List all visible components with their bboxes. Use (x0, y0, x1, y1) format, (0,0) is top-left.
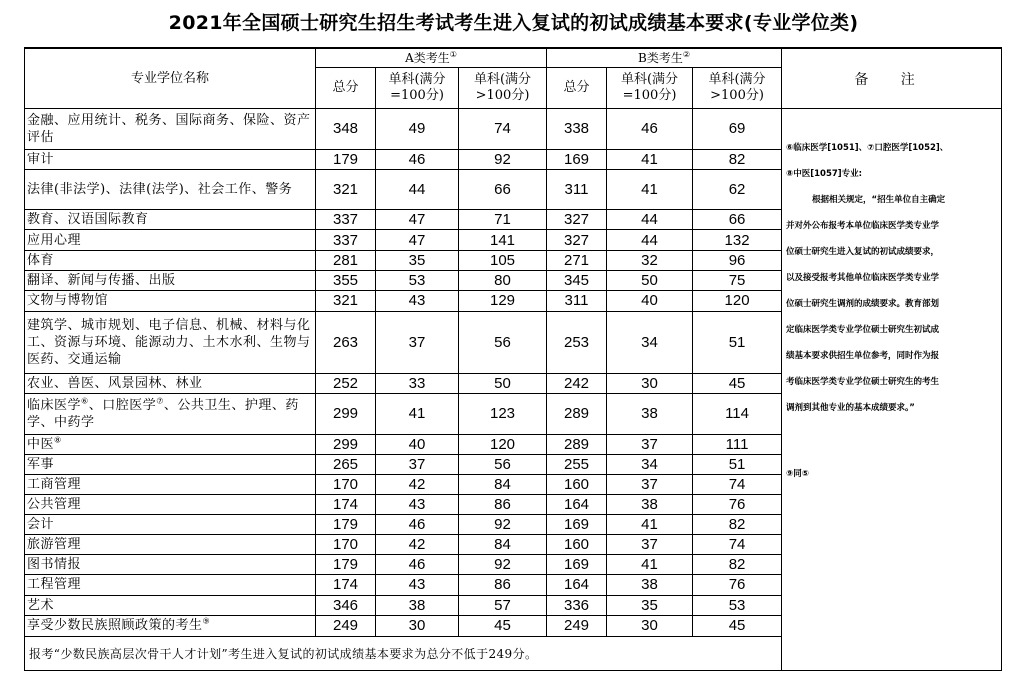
score-a-sgt100: 123 (459, 394, 547, 435)
score-b-s100: 34 (607, 311, 693, 374)
major-name-cell (25, 615, 316, 637)
score-a-s100: 37 (376, 454, 459, 474)
score-a-sgt100: 56 (459, 311, 547, 374)
score-b-sgt100: 45 (693, 615, 782, 637)
header-a-total: 总分 (316, 68, 376, 109)
score-a-s100: 46 (376, 554, 459, 574)
major-name-text: 公共管理 (27, 497, 82, 513)
footer-note: 报考“少数民族高层次骨干人才计划”考生进入复试的初试成绩基本要求为总分不低于249分。 (25, 637, 782, 671)
score-a-total: 179 (316, 515, 376, 535)
score-b-sgt100: 82 (693, 554, 782, 574)
major-name-cell (25, 535, 316, 555)
score-a-s100: 47 (376, 210, 459, 230)
remark-line: 定临床医学类专业学位硕士研究生初试成 (786, 325, 940, 336)
header-group-a: A类考生① (316, 48, 547, 68)
score-b-s100: 37 (607, 535, 693, 555)
score-a-sgt100: 71 (459, 210, 547, 230)
score-b-total: 164 (547, 574, 607, 595)
score-b-s100: 41 (607, 169, 693, 210)
header-remark: 备 注 (782, 48, 1002, 109)
score-b-s100: 38 (607, 394, 693, 435)
score-b-sgt100: 76 (693, 495, 782, 515)
score-b-total: 249 (547, 615, 607, 637)
score-a-sgt100: 66 (459, 169, 547, 210)
score-a-sgt100: 84 (459, 535, 547, 555)
score-a-total: 179 (316, 149, 376, 169)
score-b-total: 336 (547, 595, 607, 615)
score-a-s100: 30 (376, 615, 459, 637)
score-a-s100: 43 (376, 574, 459, 595)
major-name-cell (25, 434, 316, 454)
score-a-s100: 35 (376, 251, 459, 271)
score-a-sgt100: 80 (459, 270, 547, 290)
score-b-s100: 30 (607, 615, 693, 637)
header-major-name: 专业学位名称 (25, 48, 316, 109)
score-b-total: 327 (547, 210, 607, 230)
score-a-sgt100: 92 (459, 554, 547, 574)
remark-line: 绩基本要求供招生单位参考，同时作为报 (786, 351, 940, 362)
remark-line: 调剂到其他专业的基本成绩要求。” (786, 403, 915, 414)
score-b-total: 160 (547, 474, 607, 495)
score-b-s100: 37 (607, 434, 693, 454)
score-b-sgt100: 74 (693, 474, 782, 495)
score-b-s100: 37 (607, 474, 693, 495)
remark-line: ⑧中医[1057]专业: (786, 169, 863, 180)
major-name-cell (25, 394, 316, 435)
major-name-text: 中医 (27, 436, 55, 452)
score-b-sgt100: 111 (693, 434, 782, 454)
major-name-cell (25, 474, 316, 495)
score-b-s100: 40 (607, 290, 693, 311)
score-a-total: 355 (316, 270, 376, 290)
major-name-text: 旅游管理 (27, 537, 82, 553)
major-name-cell (25, 290, 316, 311)
score-a-total: 348 (316, 109, 376, 150)
score-b-sgt100: 74 (693, 535, 782, 555)
score-b-total: 289 (547, 434, 607, 454)
score-b-sgt100: 51 (693, 454, 782, 474)
score-b-s100: 44 (607, 210, 693, 230)
score-a-sgt100: 120 (459, 434, 547, 454)
score-a-total: 299 (316, 434, 376, 454)
score-a-total: 299 (316, 394, 376, 435)
score-a-s100: 33 (376, 374, 459, 394)
score-a-total: 337 (316, 230, 376, 251)
major-name-text: 建筑学、城市规划、电子信息、机械、材料与化工、资源与环境、能源动力、土木水利、生物与医药、交通运输 (27, 317, 311, 367)
score-a-s100: 44 (376, 169, 459, 210)
score-b-total: 271 (547, 251, 607, 271)
score-b-s100: 34 (607, 454, 693, 474)
score-b-total: 338 (547, 109, 607, 150)
score-a-sgt100: 92 (459, 149, 547, 169)
score-a-total: 265 (316, 454, 376, 474)
score-b-total: 255 (547, 454, 607, 474)
score-b-total: 289 (547, 394, 607, 435)
score-a-s100: 43 (376, 290, 459, 311)
score-a-s100: 49 (376, 109, 459, 150)
score-a-sgt100: 74 (459, 109, 547, 150)
score-b-s100: 35 (607, 595, 693, 615)
score-b-total: 311 (547, 169, 607, 210)
major-name-text: 法律(非法学)、法律(法学)、社会工作、警务 (27, 181, 293, 197)
score-a-total: 170 (316, 474, 376, 495)
score-a-total: 321 (316, 290, 376, 311)
score-a-sgt100: 86 (459, 574, 547, 595)
remark-line: 位硕士研究生调剂的成绩要求。教育部划 (786, 299, 940, 310)
score-b-sgt100: 76 (693, 574, 782, 595)
major-name-text: 会计 (27, 517, 55, 533)
major-name-cell (25, 595, 316, 615)
score-b-sgt100: 62 (693, 169, 782, 210)
remark-line: ⑨同⑤ (786, 469, 809, 480)
major-name-cell (25, 270, 316, 290)
score-b-sgt100: 82 (693, 149, 782, 169)
score-a-total: 174 (316, 495, 376, 515)
score-b-total: 311 (547, 290, 607, 311)
score-a-total: 346 (316, 595, 376, 615)
score-a-s100: 53 (376, 270, 459, 290)
major-name-cell (25, 515, 316, 535)
footnote-mark: ⑧ (54, 435, 62, 445)
remark-line: 根据相关规定，“招生单位自主确定 (812, 195, 946, 206)
score-b-s100: 38 (607, 495, 693, 515)
score-a-sgt100: 45 (459, 615, 547, 637)
score-a-total: 170 (316, 535, 376, 555)
score-b-sgt100: 82 (693, 515, 782, 535)
score-a-total: 179 (316, 554, 376, 574)
score-b-sgt100: 69 (693, 109, 782, 150)
score-a-sgt100: 57 (459, 595, 547, 615)
remark-line: 考临床医学类专业学位硕士研究生的考生 (786, 377, 940, 388)
header-b-single-gt100: 单科(满分 >100分) (693, 68, 782, 109)
score-a-s100: 42 (376, 474, 459, 495)
major-name-text: 享受少数民族照顾政策的考生 (27, 618, 203, 634)
major-name-text: 文物与博物馆 (27, 293, 109, 309)
table-row (25, 109, 1002, 150)
major-name-text: 应用心理 (27, 232, 82, 248)
major-name-cell (25, 454, 316, 474)
score-a-total: 174 (316, 574, 376, 595)
major-name-cell (25, 495, 316, 515)
header-a-single-100: 单科(满分 =100分) (376, 68, 459, 109)
score-a-sgt100: 86 (459, 495, 547, 515)
score-a-sgt100: 84 (459, 474, 547, 495)
footnote-mark: ⑦ (156, 396, 164, 406)
score-b-sgt100: 45 (693, 374, 782, 394)
major-name-cell (25, 311, 316, 374)
score-table (24, 47, 1002, 671)
major-name-text: 教育、汉语国际教育 (27, 212, 149, 228)
major-name-text: 军事 (27, 456, 55, 472)
score-a-s100: 38 (376, 595, 459, 615)
remark-line: 并对外公布报考本单位临床医学类专业学 (786, 221, 940, 232)
major-name-cell (25, 149, 316, 169)
score-b-s100: 38 (607, 574, 693, 595)
score-b-sgt100: 132 (693, 230, 782, 251)
major-name-text: 金融、应用统计、税务、国际商务、保险、资产评估 (27, 112, 311, 145)
score-a-sgt100: 56 (459, 454, 547, 474)
score-a-total: 321 (316, 169, 376, 210)
major-name-text: 图书情报 (27, 556, 82, 572)
major-name-text: 审计 (27, 151, 55, 167)
major-name-text: 、口腔医学 (88, 397, 157, 413)
score-a-total: 263 (316, 311, 376, 374)
major-name-text: 临床医学 (27, 397, 82, 413)
score-a-sgt100: 141 (459, 230, 547, 251)
score-a-total: 249 (316, 615, 376, 637)
score-b-s100: 46 (607, 109, 693, 150)
score-b-s100: 32 (607, 251, 693, 271)
major-name-cell (25, 374, 316, 394)
header-a-single-gt100: 单科(满分 >100分) (459, 68, 547, 109)
major-name-cell (25, 230, 316, 251)
score-b-sgt100: 96 (693, 251, 782, 271)
remark-line: 以及接受报考其他单位临床医学类专业学 (786, 273, 940, 284)
footnote-mark: ⑨ (202, 617, 211, 627)
major-name-cell (25, 169, 316, 210)
score-b-sgt100: 51 (693, 311, 782, 374)
remark-cell (782, 109, 1002, 671)
score-a-s100: 43 (376, 495, 459, 515)
score-b-total: 345 (547, 270, 607, 290)
score-b-total: 242 (547, 374, 607, 394)
score-a-sgt100: 129 (459, 290, 547, 311)
major-name-cell (25, 574, 316, 595)
major-name-text: 工程管理 (27, 577, 82, 593)
score-a-sgt100: 92 (459, 515, 547, 535)
score-b-total: 327 (547, 230, 607, 251)
score-b-s100: 30 (607, 374, 693, 394)
score-a-total: 252 (316, 374, 376, 394)
major-name-text: 农业、兽医、风景园林、林业 (27, 376, 203, 392)
score-b-s100: 41 (607, 554, 693, 574)
header-b-single-100: 单科(满分 =100分) (607, 68, 693, 109)
score-b-total: 164 (547, 495, 607, 515)
score-b-total: 253 (547, 311, 607, 374)
score-a-total: 337 (316, 210, 376, 230)
score-b-sgt100: 114 (693, 394, 782, 435)
score-b-total: 169 (547, 515, 607, 535)
score-b-s100: 41 (607, 515, 693, 535)
remark-line: 位硕士研究生进入复试的初试成绩要求， (786, 247, 940, 258)
score-a-s100: 40 (376, 434, 459, 454)
score-b-s100: 44 (607, 230, 693, 251)
score-a-sgt100: 50 (459, 374, 547, 394)
score-a-s100: 46 (376, 149, 459, 169)
page-title: 2021年全国硕士研究生招生考试考生进入复试的初试成绩基本要求(专业学位类) (168, 12, 859, 34)
score-b-sgt100: 120 (693, 290, 782, 311)
remark-spacer (786, 421, 997, 461)
score-b-total: 169 (547, 554, 607, 574)
major-name-cell (25, 251, 316, 271)
score-b-sgt100: 66 (693, 210, 782, 230)
score-b-total: 169 (547, 149, 607, 169)
major-name-text: 体育 (27, 252, 55, 268)
remark-line: ⑥临床医学[1051]、⑦口腔医学[1052]、 (786, 143, 949, 154)
score-a-s100: 41 (376, 394, 459, 435)
score-b-s100: 41 (607, 149, 693, 169)
major-name-text: 工商管理 (27, 476, 82, 492)
score-a-total: 281 (316, 251, 376, 271)
score-a-s100: 37 (376, 311, 459, 374)
score-a-s100: 47 (376, 230, 459, 251)
major-name-cell (25, 554, 316, 574)
header-b-total: 总分 (547, 68, 607, 109)
major-name-cell (25, 109, 316, 150)
score-b-total: 160 (547, 535, 607, 555)
major-name-text: 艺术 (27, 597, 55, 613)
major-name-text: 、公共卫生、护理、药学、中药学 (27, 397, 299, 430)
score-a-s100: 46 (376, 515, 459, 535)
remark-spacer (786, 109, 997, 135)
major-name-text: 翻译、新闻与传播、出版 (27, 272, 176, 288)
score-b-sgt100: 75 (693, 270, 782, 290)
header-group-b: B类考生② (547, 48, 782, 68)
score-a-s100: 42 (376, 535, 459, 555)
score-b-sgt100: 53 (693, 595, 782, 615)
major-name-cell (25, 210, 316, 230)
score-a-sgt100: 105 (459, 251, 547, 271)
footnote-mark: ⑥ (81, 396, 89, 406)
score-b-s100: 50 (607, 270, 693, 290)
